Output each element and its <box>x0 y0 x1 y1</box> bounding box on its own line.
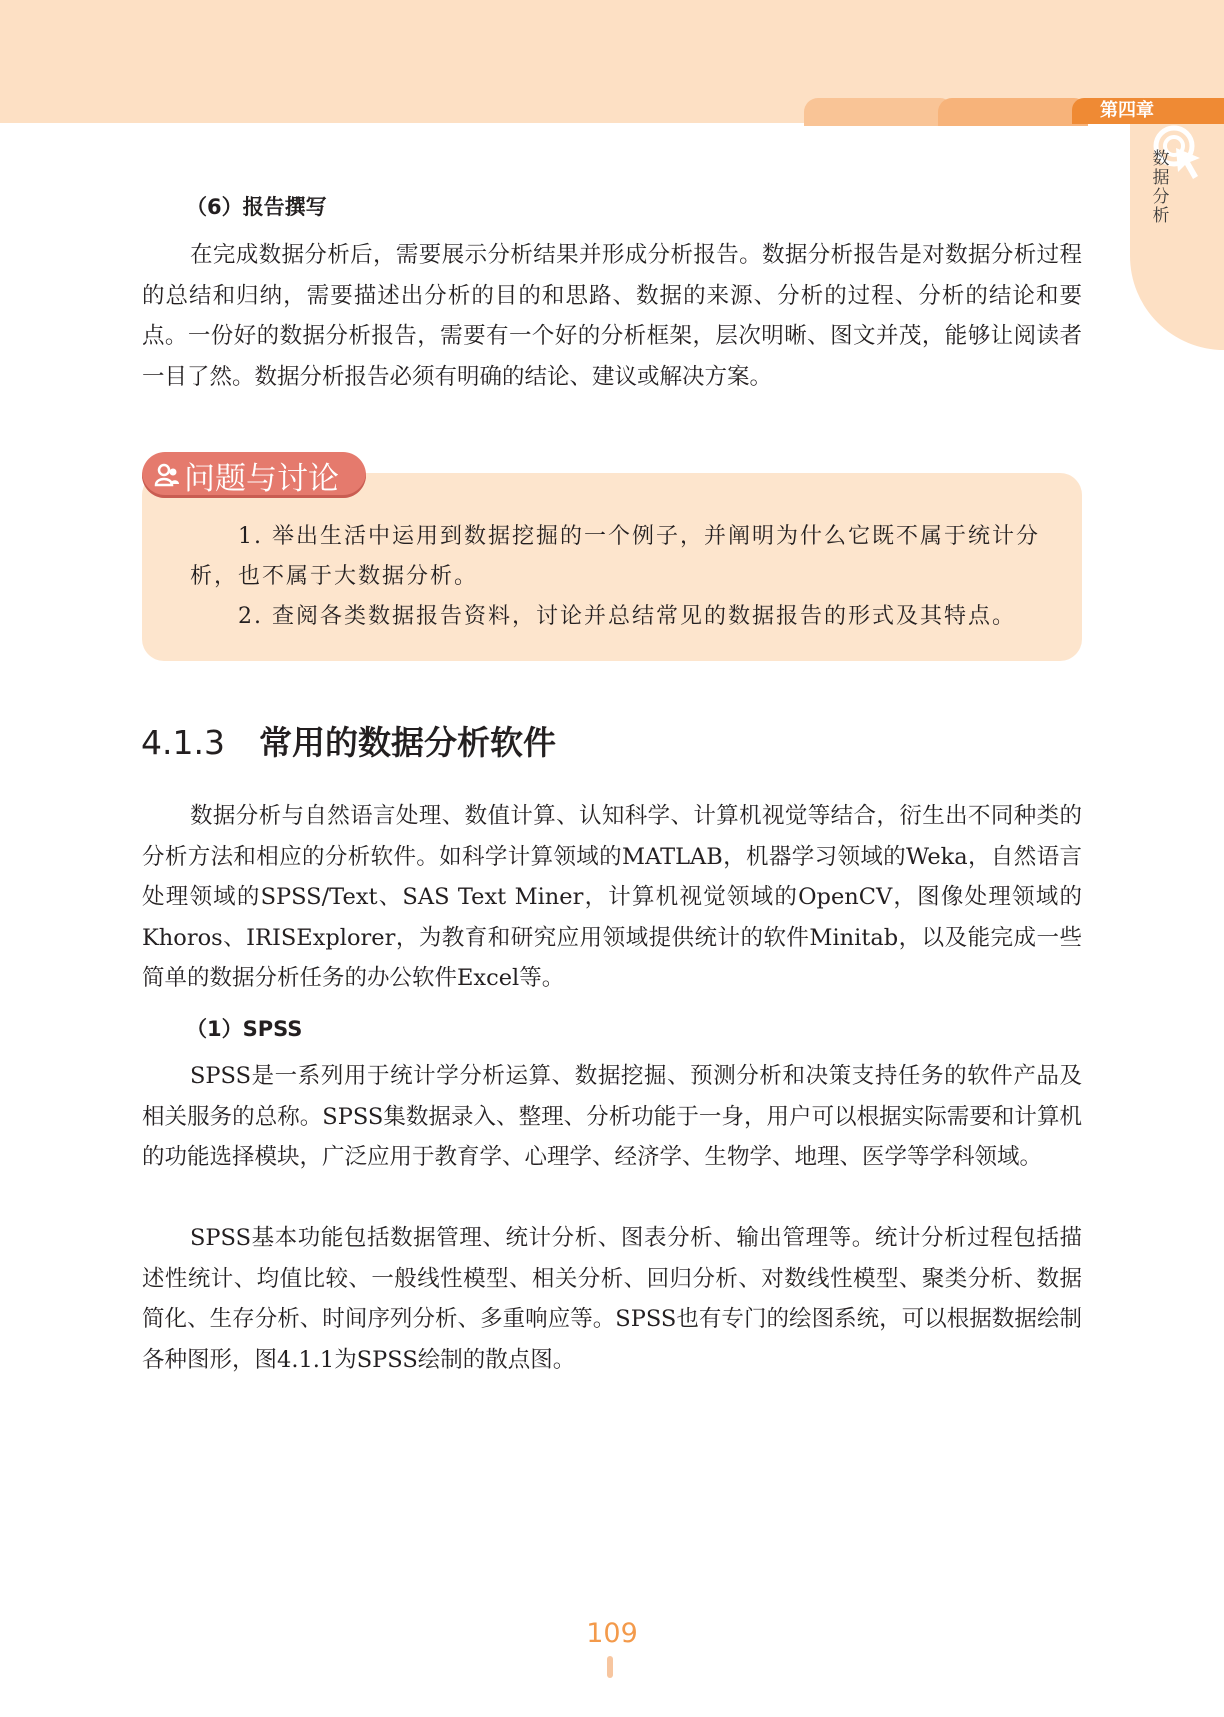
subsection-heading: （1）SPSS <box>186 1017 303 1041</box>
people-icon <box>154 462 180 488</box>
discussion-item: 2. 查阅各类数据报告资料，讨论并总结常见的数据报告的形式及其特点。 <box>238 604 1016 629</box>
paragraph: 在完成数据分析后，需要展示分析结果并形成分析报告。数据分析报告是对数据分析过程的总结和归纳，需要描述出分析的目的和思路、数据的来源、分析的过程、分析的结论和要点。一份好的数据分析报告，需要有一个好的分析框架，层次明晰、图文并茂，能够让阅读者一目了然。数据分析报告必须有明确的结论、建议或解决方案。 <box>142 242 1082 390</box>
discussion-item: 1. 举出生活中运用到数据挖掘的一个例子，并阐明为什么它既不属于统计分析，也不属于大数据分析。 <box>190 524 1040 589</box>
section-number: 4.1.3 <box>141 723 225 762</box>
paragraph: 数据分析与自然语言处理、数值计算、认知科学、计算机视觉等结合，衍生出不同种类的分析方法和相应的分析软件。如科学计算领域的MATLAB，机器学习领域的Weka，自然语言处理领域的SPSS/Text、SAS Text Miner，计算机视觉领域的OpenCV，图像处理领域的Khoros、IRISExplorer，为教育和研究应用领域提供统计的软件Minitab，以及能完成一些简单的数据分析任务的办公软件Excel等。 <box>142 803 1082 991</box>
page-tick <box>607 1656 613 1678</box>
paragraph: SPSS是一系列用于统计学分析运算、数据挖掘、预测分析和决策支持任务的软件产品及相关服务的总称。SPSS集数据录入、整理、分析功能于一身，用户可以根据实际需要和计算机的功能选择模块，广泛应用于教育学、心理学、经济学、生物学、地理、医学等学科领域。 <box>142 1063 1082 1170</box>
discussion-tag-label: 问题与讨论 <box>184 460 339 497</box>
discussion-tag <box>142 452 366 498</box>
subsection-heading: （6）报告撰写 <box>186 195 327 219</box>
header-tab-decoration <box>804 98 954 126</box>
section-title <box>141 717 556 764</box>
section-title-text: 常用的数据分析软件 <box>258 723 556 762</box>
page-number: 109 <box>586 1618 638 1649</box>
paragraph: SPSS基本功能包括数据管理、统计分析、图表分析、输出管理等。统计分析过程包括描述性统计、均值比较、一般线性模型、相关分析、回归分析、对数线性模型、聚类分析、数据简化、生存分析、时间序列分析、多重响应等。SPSS也有专门的绘图系统，可以根据数据绘制各种图形，图4.1.1为SPSS绘制的散点图。 <box>142 1225 1082 1373</box>
chapter-label: 第四章 <box>1072 98 1224 124</box>
header-tab-decoration <box>938 98 1088 126</box>
side-chapter-title: 数 据 分 析 <box>1152 149 1170 226</box>
